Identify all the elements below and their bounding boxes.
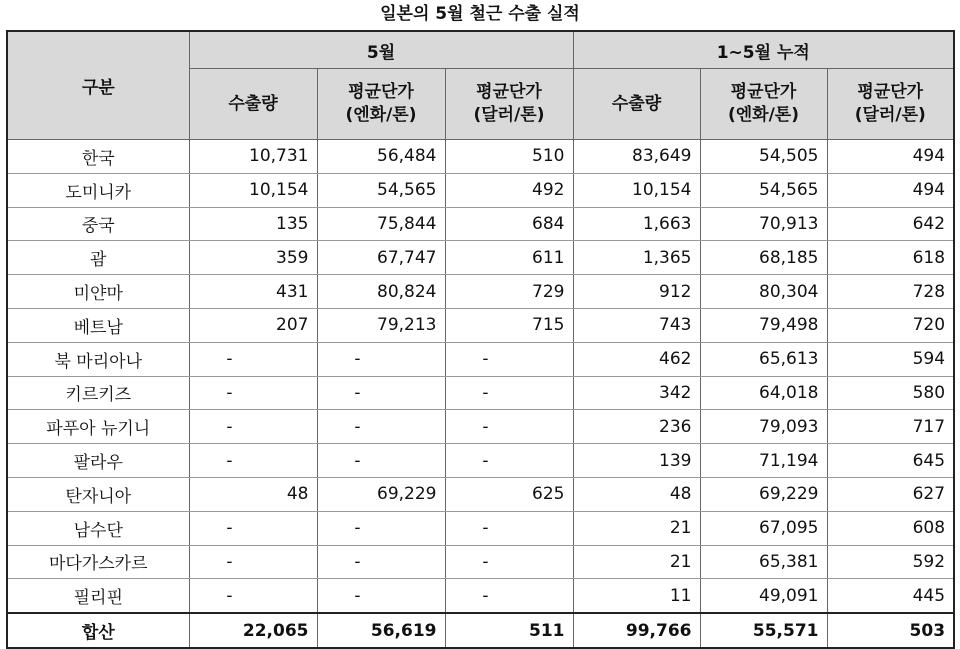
- cum-usd-cell: 494: [827, 173, 954, 207]
- may-yen-cell: 54,565: [317, 173, 445, 207]
- may-volume-cell: -: [189, 579, 317, 613]
- country-name-cell: 베트남: [7, 308, 189, 342]
- may-volume-cell: 10,154: [189, 173, 317, 207]
- cum-volume-cell: 236: [573, 410, 700, 444]
- may-yen-cell: -: [317, 376, 445, 410]
- page-title: 일본의 5월 철근 수출 실적: [380, 4, 580, 24]
- cum-volume-cell: 912: [573, 275, 700, 309]
- country-name-cell: 도미니카: [7, 173, 189, 207]
- may-volume-cell: -: [189, 511, 317, 545]
- cum-yen-cell: 71,194: [700, 444, 827, 478]
- cum-volume-cell: 10,154: [573, 173, 700, 207]
- country-name-cell: 필리핀: [7, 579, 189, 613]
- may-usd-cell: 492: [445, 173, 573, 207]
- may-volume-cell: -: [189, 376, 317, 410]
- may-usd-cell: -: [445, 511, 573, 545]
- may-volume-cell: 48: [189, 477, 317, 511]
- total-may-usd: 511: [445, 613, 573, 648]
- country-name-cell: 탄자니아: [7, 477, 189, 511]
- may-volume-cell: 135: [189, 207, 317, 241]
- total-may-yen: 56,619: [317, 613, 445, 648]
- may-yen-cell: 79,213: [317, 308, 445, 342]
- cum-volume-cell: 21: [573, 511, 700, 545]
- header-may-volume: 수출량: [189, 69, 317, 140]
- table-row: [7, 579, 954, 613]
- total-cum-volume: 99,766: [573, 613, 700, 648]
- country-name-cell: 괌: [7, 241, 189, 275]
- cum-yen-cell: 67,095: [700, 511, 827, 545]
- header-yen-unit: (엔화/톤): [345, 105, 417, 125]
- cum-usd-cell: 717: [827, 410, 954, 444]
- may-usd-cell: 715: [445, 308, 573, 342]
- header-cum-yen: [700, 69, 827, 140]
- total-may-volume: 22,065: [189, 613, 317, 648]
- cum-volume-cell: 1,663: [573, 207, 700, 241]
- table-row: [7, 173, 954, 207]
- cum-usd-cell: 642: [827, 207, 954, 241]
- header-may-usd: [445, 69, 573, 140]
- header-may-yen: [317, 69, 445, 140]
- country-name-cell: 한국: [7, 140, 189, 174]
- cum-yen-cell: 54,565: [700, 173, 827, 207]
- table-row: [7, 376, 954, 410]
- cum-usd-cell: 645: [827, 444, 954, 478]
- may-volume-cell: 10,731: [189, 140, 317, 174]
- may-volume-cell: -: [189, 444, 317, 478]
- header-group-cumulative: 1~5월 누적: [573, 31, 954, 69]
- cum-volume-cell: 83,649: [573, 140, 700, 174]
- may-yen-cell: -: [317, 444, 445, 478]
- header-avg-price-label: 평균단가: [348, 82, 414, 103]
- table-row: [7, 444, 954, 478]
- may-volume-cell: -: [189, 342, 317, 376]
- country-name-cell: 북 마리아나: [7, 342, 189, 376]
- cum-yen-cell: 69,229: [700, 477, 827, 511]
- table-row: [7, 545, 954, 579]
- cum-volume-cell: 139: [573, 444, 700, 478]
- table-header: [7, 31, 954, 140]
- may-volume-cell: -: [189, 410, 317, 444]
- cum-yen-cell: 54,505: [700, 140, 827, 174]
- table-row: [7, 308, 954, 342]
- cum-usd-cell: 728: [827, 275, 954, 309]
- country-name-cell: 키르키즈: [7, 376, 189, 410]
- table-row: [7, 207, 954, 241]
- header-yen-unit: (엔화/톤): [727, 105, 799, 125]
- cum-volume-cell: 21: [573, 545, 700, 579]
- cum-volume-cell: 743: [573, 308, 700, 342]
- table-row: [7, 275, 954, 309]
- may-usd-cell: -: [445, 444, 573, 478]
- header-avg-price-label: 평균단가: [476, 82, 542, 103]
- may-usd-cell: 684: [445, 207, 573, 241]
- may-usd-cell: -: [445, 545, 573, 579]
- table-row: [7, 511, 954, 545]
- table-row: [7, 342, 954, 376]
- cum-yen-cell: 70,913: [700, 207, 827, 241]
- country-name-cell: 팔라우: [7, 444, 189, 478]
- may-yen-cell: -: [317, 342, 445, 376]
- may-usd-cell: -: [445, 410, 573, 444]
- country-name-cell: 미얀마: [7, 275, 189, 309]
- may-usd-cell: -: [445, 579, 573, 613]
- cum-volume-cell: 1,365: [573, 241, 700, 275]
- may-yen-cell: -: [317, 579, 445, 613]
- cum-volume-cell: 48: [573, 477, 700, 511]
- header-cum-volume: 수출량: [573, 69, 700, 140]
- may-yen-cell: 56,484: [317, 140, 445, 174]
- may-yen-cell: 80,824: [317, 275, 445, 309]
- total-row: [7, 613, 954, 648]
- table-row: [7, 140, 954, 174]
- may-usd-cell: -: [445, 376, 573, 410]
- may-yen-cell: -: [317, 511, 445, 545]
- cum-volume-cell: 11: [573, 579, 700, 613]
- cum-usd-cell: 592: [827, 545, 954, 579]
- cum-usd-cell: 494: [827, 140, 954, 174]
- may-yen-cell: 69,229: [317, 477, 445, 511]
- may-usd-cell: 625: [445, 477, 573, 511]
- cum-yen-cell: 79,093: [700, 410, 827, 444]
- header-group-may: 5월: [189, 31, 573, 69]
- header-cum-usd: [827, 69, 954, 140]
- may-usd-cell: 510: [445, 140, 573, 174]
- header-avg-price-label: 평균단가: [857, 82, 924, 103]
- country-name-cell: 파푸아 뉴기니: [7, 410, 189, 444]
- may-yen-cell: -: [317, 410, 445, 444]
- may-volume-cell: -: [189, 545, 317, 579]
- header-dollar-unit: (달러/톤): [854, 105, 926, 125]
- cum-usd-cell: 608: [827, 511, 954, 545]
- cum-usd-cell: 720: [827, 308, 954, 342]
- cum-volume-cell: 342: [573, 376, 700, 410]
- total-cum-yen: 55,571: [700, 613, 827, 648]
- export-table: [6, 30, 955, 649]
- table-body: [7, 140, 954, 648]
- cum-yen-cell: 65,613: [700, 342, 827, 376]
- may-volume-cell: 431: [189, 275, 317, 309]
- country-name-cell: 중국: [7, 207, 189, 241]
- may-volume-cell: 207: [189, 308, 317, 342]
- table-row: [7, 410, 954, 444]
- table-row: [7, 477, 954, 511]
- country-name-cell: 남수단: [7, 511, 189, 545]
- cum-yen-cell: 79,498: [700, 308, 827, 342]
- cum-yen-cell: 49,091: [700, 579, 827, 613]
- cum-usd-cell: 594: [827, 342, 954, 376]
- may-yen-cell: 75,844: [317, 207, 445, 241]
- may-yen-cell: 67,747: [317, 241, 445, 275]
- total-label: 합산: [7, 613, 189, 648]
- total-cum-usd: 503: [827, 613, 954, 648]
- may-yen-cell: -: [317, 545, 445, 579]
- cum-yen-cell: 68,185: [700, 241, 827, 275]
- table-row: [7, 241, 954, 275]
- header-category: 구분: [7, 31, 189, 140]
- cum-yen-cell: 65,381: [700, 545, 827, 579]
- may-usd-cell: -: [445, 342, 573, 376]
- may-usd-cell: 729: [445, 275, 573, 309]
- may-volume-cell: 359: [189, 241, 317, 275]
- cum-usd-cell: 445: [827, 579, 954, 613]
- header-dollar-unit: (달러/톤): [473, 105, 545, 125]
- cum-usd-cell: 580: [827, 376, 954, 410]
- may-usd-cell: 611: [445, 241, 573, 275]
- country-name-cell: 마다가스카르: [7, 545, 189, 579]
- cum-usd-cell: 618: [827, 241, 954, 275]
- cum-volume-cell: 462: [573, 342, 700, 376]
- cum-yen-cell: 80,304: [700, 275, 827, 309]
- cum-yen-cell: 64,018: [700, 376, 827, 410]
- cum-usd-cell: 627: [827, 477, 954, 511]
- header-avg-price-label: 평균단가: [730, 82, 797, 103]
